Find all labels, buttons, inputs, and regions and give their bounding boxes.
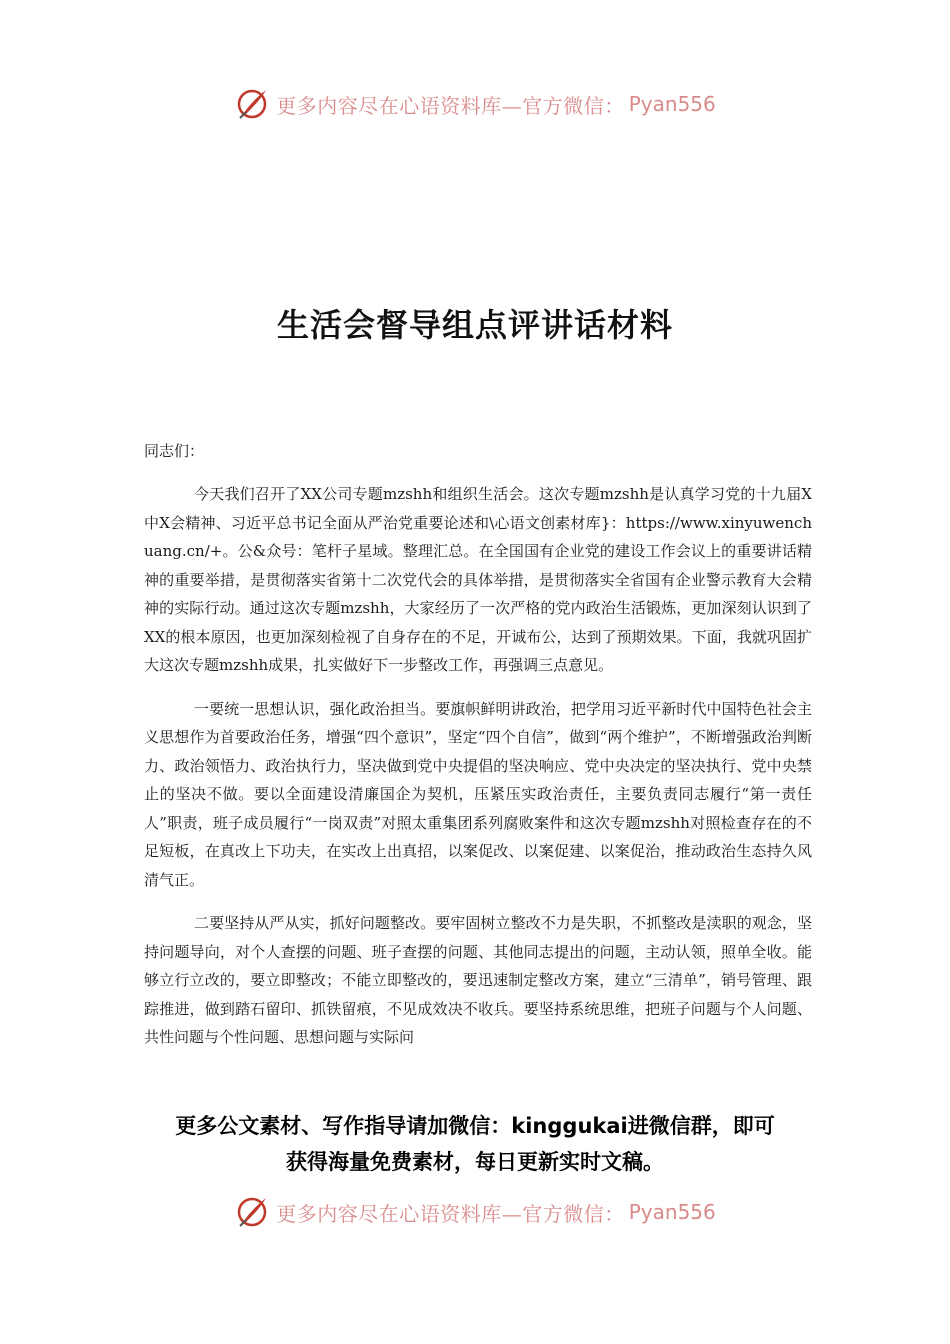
document-title: 生活会督导组点评讲话材料	[276, 306, 673, 344]
footer-banner-wechat-id: Pyan556	[628, 1200, 716, 1224]
header-banner-text: 更多内容尽在心语资料库—官方微信：	[276, 93, 625, 118]
promo-line-2: 获得海量免费素材，每日更新实时文稿。	[286, 1150, 664, 1174]
paragraph-intro: 今天我们召开了XX公司专题mzshh和组织生活会。这次专题mzshh是认真学习党的十九届X中X会精神、习近平总书记全面从严治党重要论述和\心语文创素材库}：https://www.xinyuwenchuang.cn/+。公&众号：笔杆子星域。整理汇总。在全国国有企业党的建设工作会议上的重要讲话精神的重要举措，是贯彻落实省第十二次党代会的具体举措，是贯彻落实全省国有企业警示教育大会精神的实际行动。通过这次专题mzshh，大家经历了一次严格的党内政治生活锻炼，更加深刻认识到了XX的根本原因，也更加深刻检视了自身存在的不足，开诚布公，达到了预期效果。下面，我就巩固扩大这次专题mzshh成果，扎实做好下一步整改工作，再强调三点意见。	[144, 485, 812, 674]
quill-logo-icon	[234, 1194, 270, 1230]
salutation: 同志们：	[144, 442, 205, 460]
header-banner-wechat-id: Pyan556	[628, 92, 716, 116]
promo-line-1: 更多公文素材、写作指导请加微信：kinggukai进微信群，即可	[175, 1114, 775, 1138]
document-body	[144, 480, 812, 1080]
quill-logo-icon	[234, 86, 270, 122]
footer-banner-text: 更多内容尽在心语资料库—官方微信：	[276, 1201, 625, 1226]
paragraph-point-two: 二要坚持从严从实，抓好问题整改。要牢固树立整改不力是失职，不抓整改是渎职的观念，坚持问题导向，对个人查摆的问题、班子查摆的问题、其他同志提出的问题，主动认领，照单全收。能够立行立改的，要立即整改；不能立即整改的，要迅速制定整改方案，建立“三清单”，销号管理、跟踪推进，做到踏石留印、抓铁留痕，不见成效决不收兵。要坚持系统思维，把班子问题与个人问题、共性问题与个性问题、思想问题与实际问	[144, 914, 812, 1046]
header-watermark-banner	[0, 84, 950, 124]
promo-notice	[0, 1108, 950, 1180]
paragraph-point-one: 一要统一思想认识，强化政治担当。要旗帜鲜明讲政治，把学用习近平新时代中国特色社会主义思想作为首要政治任务，增强“四个意识”，坚定“四个自信”，做到“两个维护”，不断增强政治判断力、政治领悟力、政治执行力，坚决做到党中央提倡的坚决响应、党中央决定的坚决执行、党中央禁止的坚决不做。要以全面建设清廉国企为契机，压紧压实政治责任，主要负责同志履行“第一责任人”职责，班子成员履行“一岗双责”对照太重集团系列腐败案件和这次专题mzshh对照检查存在的不足短板，在真改上下功夫，在实改上出真招，以案促改、以案促建、以案促治，推动政治生态持久风清气正。	[144, 699, 812, 889]
footer-watermark-banner	[0, 1192, 950, 1232]
